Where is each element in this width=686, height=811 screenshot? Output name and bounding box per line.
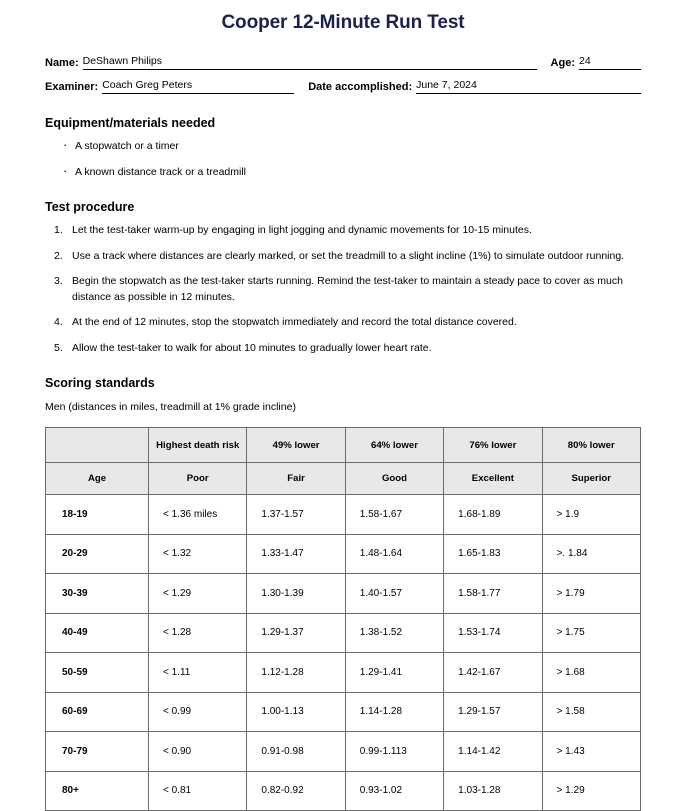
age-field[interactable]: 24 <box>579 54 641 70</box>
table-head <box>46 428 641 495</box>
table-cell: 1.14-1.28 <box>345 692 443 732</box>
equipment-list <box>45 139 641 179</box>
table-cell: 1.12-1.28 <box>247 653 345 693</box>
table-cell: 1.00-1.13 <box>247 692 345 732</box>
table-header-row-risk <box>46 428 641 463</box>
procedure-list <box>45 223 641 356</box>
list-item: At the end of 12 minutes, stop the stopwatch immediately and record the total distance covered. <box>72 316 517 328</box>
table-cell: 1.42-1.67 <box>444 653 542 693</box>
procedure-heading: Test procedure <box>45 200 135 214</box>
table-cell: 0.99-1.113 <box>345 732 443 772</box>
table-cell: 1.29-1.57 <box>444 692 542 732</box>
table-header-cell: 49% lower <box>247 428 345 463</box>
table-cell: < 1.29 <box>149 574 247 614</box>
table-row <box>46 692 641 732</box>
table-header-cell: Excellent <box>444 463 542 495</box>
table-cell: < 1.28 <box>149 613 247 653</box>
equipment-heading: Equipment/materials needed <box>45 116 216 130</box>
table-cell: 1.14-1.42 <box>444 732 542 772</box>
table-cell-age: 60-69 <box>46 692 149 732</box>
list-item: Let the test-taker warm-up by engaging in light jogging and dynamic movements for 10-15 minutes. <box>72 224 532 236</box>
table-header-cell: Highest death risk <box>149 428 247 463</box>
list-item: · A known distance track or a treadmill <box>63 165 641 179</box>
table-row <box>46 574 641 614</box>
scoring-standards-heading: Scoring standards <box>45 376 155 390</box>
name-field[interactable]: DeShawn Philips <box>83 54 537 70</box>
table-cell-age: 80+ <box>46 771 149 811</box>
examiner-field[interactable]: Coach Greg Peters <box>102 78 294 94</box>
table-header-row-rating <box>46 463 641 495</box>
table-cell: 0.82-0.92 <box>247 771 345 811</box>
table-cell-age: 50-59 <box>46 653 149 693</box>
table-cell: < 0.90 <box>149 732 247 772</box>
table-cell: 1.68-1.89 <box>444 495 542 535</box>
form-row-name <box>45 53 641 70</box>
table-cell: 1.40-1.57 <box>345 574 443 614</box>
participant-form <box>45 53 641 94</box>
table-cell: > 1.68 <box>542 653 640 693</box>
list-item: Begin the stopwatch as the test-taker starts running. Remind the test-taker to maintain a steady pace to cover as much distance as possible in 12 minutes. <box>72 275 623 303</box>
table-row <box>46 495 641 535</box>
table-cell: < 1.36 miles <box>149 495 247 535</box>
table-row <box>46 613 641 653</box>
table-cell: 0.91-0.98 <box>247 732 345 772</box>
table-cell: 1.29-1.41 <box>345 653 443 693</box>
form-row-examiner <box>45 77 641 94</box>
table-cell: >. 1.84 <box>542 534 640 574</box>
list-item: Use a track where distances are clearly marked, or set the treadmill to a slight incline (1%) to simulate outdoor running. <box>72 249 625 262</box>
examiner-label: Examiner: <box>45 81 99 93</box>
table-cell: > 1.58 <box>542 692 640 732</box>
table-row <box>46 771 641 811</box>
table-cell: > 1.43 <box>542 732 640 772</box>
table-cell: 1.53-1.74 <box>444 613 542 653</box>
age-label: Age: <box>550 57 575 69</box>
table-header-cell: Superior <box>542 463 640 495</box>
table-cell: 1.58-1.77 <box>444 574 542 614</box>
table-cell-age: 40-49 <box>46 613 149 653</box>
scoring-standards-table <box>45 427 641 811</box>
table-header-cell: Poor <box>149 463 247 495</box>
table-row <box>46 732 641 772</box>
table-cell: 1.33-1.47 <box>247 534 345 574</box>
table-cell-age: 18-19 <box>46 495 149 535</box>
table-cell: > 1.79 <box>542 574 640 614</box>
table-cell: 1.03-1.28 <box>444 771 542 811</box>
table-cell-age: 30-39 <box>46 574 149 614</box>
table-header-cell: 80% lower <box>542 428 640 463</box>
table-cell: 1.48-1.64 <box>345 534 443 574</box>
table-cell: < 1.11 <box>149 653 247 693</box>
table-cell: > 1.75 <box>542 613 640 653</box>
list-item: Allow the test-taker to walk for about 10 minutes to gradually lower heart rate. <box>72 341 432 354</box>
table-header-cell: 64% lower <box>345 428 443 463</box>
table-cell: 1.38-1.52 <box>345 613 443 653</box>
table-cell: > 1.29 <box>542 771 640 811</box>
table-body <box>46 495 641 811</box>
table-cell-age: 70-79 <box>46 732 149 772</box>
page-title: Cooper 12-Minute Run Test <box>221 12 465 33</box>
date-accomplished-field[interactable]: June 7, 2024 <box>416 78 641 94</box>
table-cell-age: 20-29 <box>46 534 149 574</box>
table-header-cell <box>46 428 149 463</box>
table-header-cell: Fair <box>247 463 345 495</box>
table-header-cell: 76% lower <box>444 428 542 463</box>
table-cell: 0.93-1.02 <box>345 771 443 811</box>
table-cell: > 1.9 <box>542 495 640 535</box>
date-accomplished-label: Date accomplished: <box>308 81 413 93</box>
table-cell: 1.29-1.37 <box>247 613 345 653</box>
table-header-cell: Age <box>46 463 149 495</box>
scoring-note: Men (distances in miles, treadmill at 1% grade incline) <box>45 401 296 413</box>
table-cell: 1.58-1.67 <box>345 495 443 535</box>
name-label: Name: <box>45 57 79 69</box>
table-header-cell: Good <box>345 463 443 495</box>
table-cell: < 1.32 <box>149 534 247 574</box>
table-cell: < 0.99 <box>149 692 247 732</box>
list-item: · A stopwatch or a timer <box>63 139 641 153</box>
table-cell: < 0.81 <box>149 771 247 811</box>
table-cell: 1.37-1.57 <box>247 495 345 535</box>
table-cell: 1.30-1.39 <box>247 574 345 614</box>
table-row <box>46 534 641 574</box>
table-cell: 1.65-1.83 <box>444 534 542 574</box>
table-row <box>46 653 641 693</box>
